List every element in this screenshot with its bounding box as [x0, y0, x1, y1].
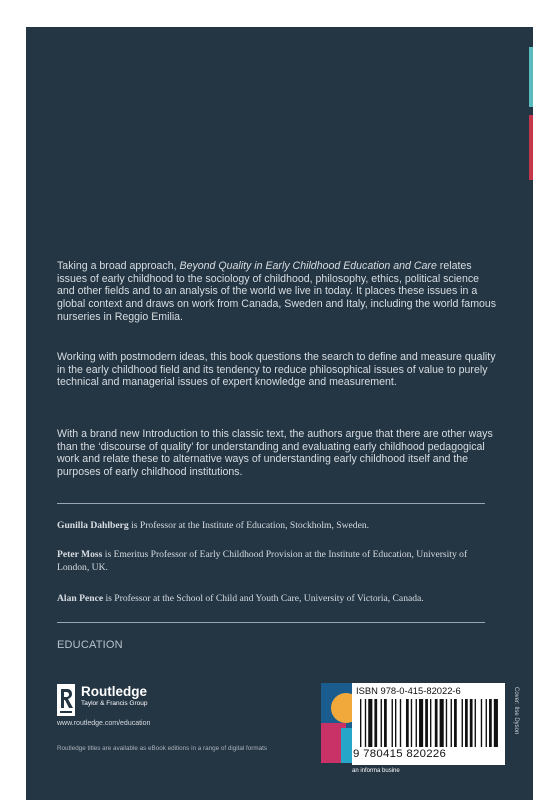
blurb-paragraph-3: With a brand new Introduction to this classic text, the authors argue that there are other ways than the ‘discourse of quality’ for understanding and evaluating early childhood pedagogical work and relate these to alternative ways of understanding early childhood itself and the purposes of early childhood institutions. — [57, 428, 493, 479]
isbn-barcode-block — [352, 683, 505, 765]
publisher-name: Routledge — [81, 684, 147, 699]
teal-accent-bar — [529, 47, 533, 107]
back-cover — [26, 27, 533, 800]
author-name: Peter Moss — [57, 549, 103, 560]
red-accent-bar — [529, 115, 533, 180]
blurb-paragraph-2: Working with postmodern ideas, this book questions the search to define and measure quality in the early childhood field and its tendency to reduce philosophical issues of value to purely technical and managerial issues of expert knowledge and measurement. — [57, 351, 496, 389]
author-bio-1: Gunilla Dahlberg is Professor at the Institute of Education, Stockholm, Sweden. — [57, 520, 370, 531]
author-name: Gunilla Dahlberg — [57, 520, 129, 531]
ebook-note: Routledge titles are available as eBook editions in a range of digital formats — [57, 745, 268, 752]
author-name: Alan Pence — [57, 593, 104, 604]
divider-top — [57, 503, 485, 504]
category-label: EDUCATION — [57, 639, 123, 651]
isbn-label: ISBN 978-0-415-82022-6 — [356, 685, 461, 696]
routledge-logo-icon — [57, 684, 75, 716]
publisher-url[interactable]: www.routledge.com/education — [57, 720, 151, 727]
author-bio-3: Alan Pence is Professor at the School of Child and Youth Care, University of Victoria, Canada. — [57, 593, 424, 604]
book-title: Beyond Quality in Early Childhood Education and Care — [179, 260, 437, 272]
author-bio-2: Peter Moss is Emeritus Professor of Early Childhood Provision at the Institute of Education, University of London, UK. — [57, 549, 468, 573]
blurb-paragraph-1: Taking a broad approach, Beyond Quality in Early Childhood Education and Care relates issues of early childhood to the sociology of childhood, philosophy, ethics, political science and other fields and to an analysis of the world we live in today. It places these issues in a global context and draws on work from Canada, Sweden and Italy, including the world famous nurseries in Reggio Emilia. — [57, 260, 497, 323]
publisher-group: Taylor & Francis Group — [81, 700, 148, 707]
informa-note: an informa busine — [352, 768, 400, 774]
barcode-digits: 9 780415 820226 — [353, 748, 447, 760]
barcode-icon — [360, 699, 500, 747]
divider-bottom — [57, 622, 485, 623]
cover-credit: Cover: Ilse Dyson — [513, 687, 519, 735]
